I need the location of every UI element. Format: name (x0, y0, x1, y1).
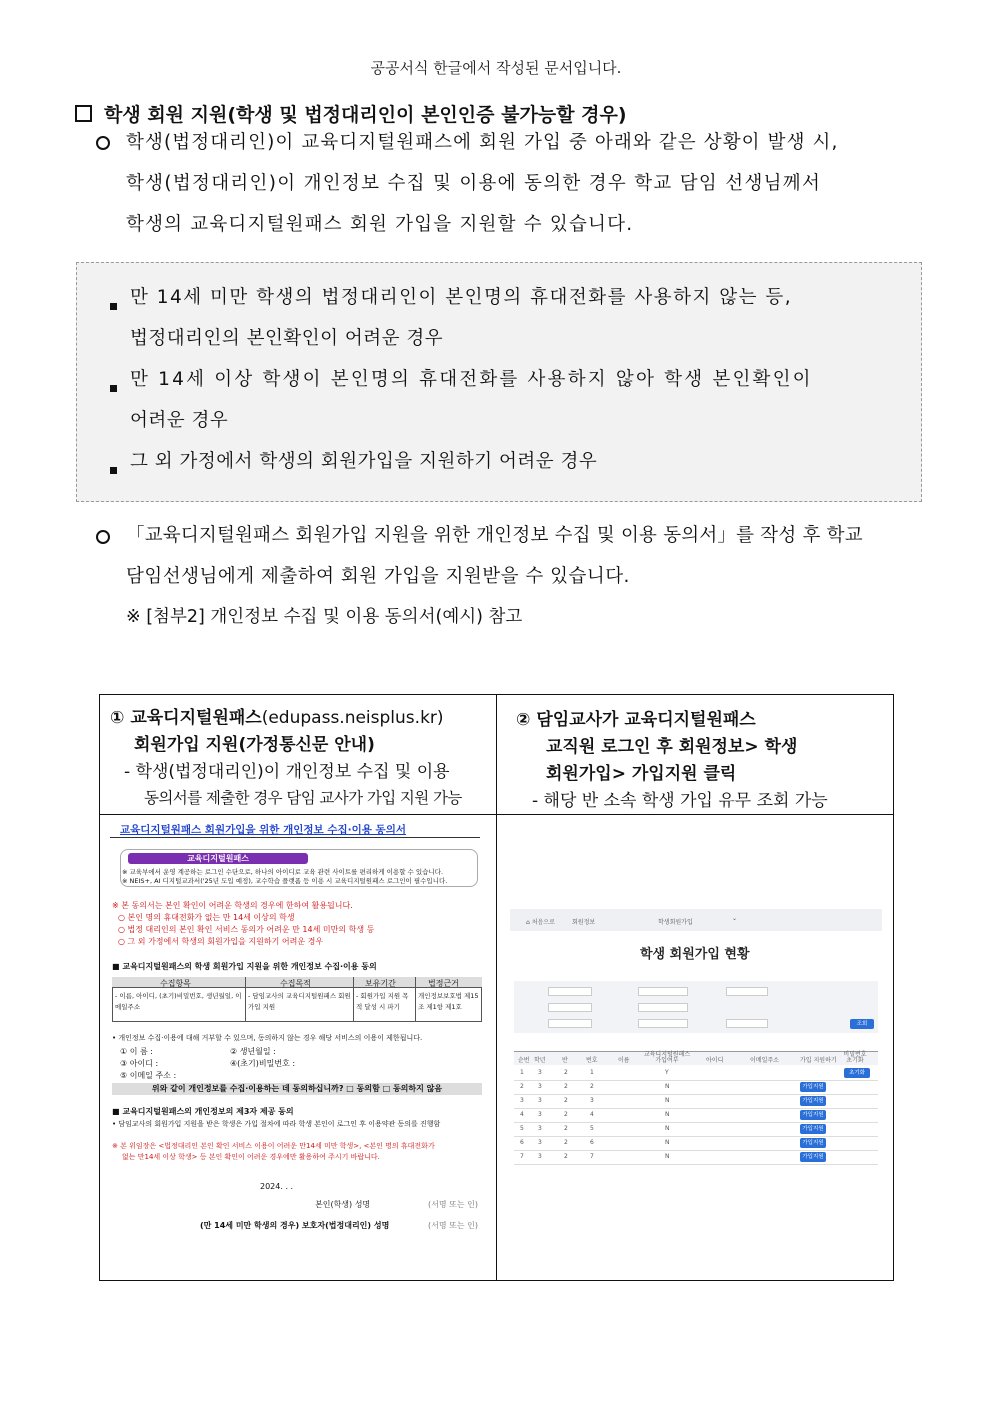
form-th3: 보유기간 (365, 979, 396, 988)
left-header-sub2: 동의서를 제출한 경우 담임 교사가 가입 지원 가능 (144, 789, 462, 807)
col-join-support: 가입 지원하기 (800, 1057, 837, 1064)
row-joined: N (665, 1125, 670, 1132)
form-note2: ※ NEIS+, AI 디지털교과서('25년 도입 예정), 교수학습 플랫폼 등 이용 시 교육디지털원패스 로그인이 필수입니다. (122, 877, 448, 885)
paragraph-2 (126, 515, 926, 638)
form-sign1: 본인(학생) 성명 (315, 1200, 371, 1209)
row-class: 2 (564, 1139, 568, 1146)
form-red5: ※ 본 위임장은 <법정대리인 본인 확인 서비스 이용이 어려운 만14세 미만 학생>, <본인 명의 휴대전화가 (112, 1142, 435, 1150)
paragraph-1 (126, 122, 922, 245)
row-grade: 3 (538, 1069, 542, 1076)
circle-bullet-icon (96, 529, 110, 548)
row-grade: 3 (538, 1097, 542, 1104)
row-no: 2 (520, 1083, 524, 1090)
form-sign2-note: (서명 또는 인) (428, 1221, 478, 1230)
row-number: 1 (590, 1069, 594, 1076)
row-class: 2 (564, 1097, 568, 1104)
row-divider (514, 1094, 878, 1095)
row-class: 2 (564, 1153, 568, 1160)
row-grade: 3 (538, 1125, 542, 1132)
condition-item-2-line1: 만 14세 이상 학생이 본인명의 휴대전화를 사용하지 않아 학생 본인확인이 (130, 369, 813, 390)
join-support-button[interactable]: 가입지원 (800, 1138, 826, 1148)
right-header-title1: 담임교사가 교육디지털원패스 (536, 710, 756, 730)
row-joined: Y (665, 1069, 669, 1076)
form-td2: - 담임교사의 교육디지털원패스 회원가입 지원 (248, 992, 351, 1011)
join-support-button[interactable]: 가입지원 (800, 1096, 826, 1106)
left-header-sub1: - 학생(법정대리인)이 개인정보 수집 및 이용 (124, 762, 450, 782)
right-header (516, 707, 886, 814)
col-grade: 학년 (534, 1057, 546, 1064)
form-field2: ② 생년월일 : (230, 1047, 276, 1056)
form-badge: 교육디지털원패스 (128, 853, 308, 864)
row-number: 3 (590, 1097, 594, 1104)
condition-item-1-line1: 만 14세 미만 학생의 법정대리인이 본인명의 휴대전화를 사용하지 않는 등, (130, 287, 793, 308)
form-th2: 수집목적 (280, 979, 311, 988)
form-title: 교육디지털원패스 회원가입을 위한 개인정보 수집·이용 동의서 (120, 824, 406, 836)
screen-title: 학생 회원가입 현황 (640, 947, 750, 962)
form-section2-text: • 담임교사의 회원가입 지원을 받은 학생은 가입 절차에 따라 학생 본인이 로그인 후 이용약관 동의를 진행함 (112, 1120, 441, 1128)
reset-button[interactable]: 초기화 (844, 1068, 870, 1078)
form-td3: - 회원가입 지원 목적 달성 시 파기 (356, 992, 409, 1011)
join-support-button[interactable]: 가입지원 (800, 1082, 826, 1092)
col-name: 이름 (618, 1057, 630, 1064)
left-header-title2: 회원가입 지원(가정통신문 안내) (134, 735, 375, 755)
form-note1: ※ 교육부에서 운영 계공하는 로그인 수단으로, 하나의 아이디로 교육 관련 사이트를 편리하게 이용할 수 있습니다. (122, 868, 444, 876)
form-red4: ○ 그 외 가정에서 학생의 회원가입을 지원하기 어려운 경우 (118, 937, 324, 946)
condition-item-3 (130, 441, 916, 482)
paragraph-1-line2: 학생(법정대리인)이 개인정보 수집 및 이용에 동의한 경우 학교 담임 선생님께서 (126, 173, 822, 194)
row-joined: N (665, 1139, 670, 1146)
row-divider (514, 1122, 878, 1123)
row-divider (514, 1164, 878, 1165)
col-joined: 교육디지털원패스 가입여부 (643, 1051, 691, 1064)
condition-item-2-line2: 어려운 경우 (130, 410, 229, 431)
col-id: 아이디 (706, 1057, 724, 1064)
form-td4: 개인정보보호법 제15조 제1항 제1호 (418, 992, 479, 1011)
square-bullet-icon (110, 295, 117, 314)
row-no: 1 (520, 1069, 524, 1076)
row-joined: N (665, 1097, 670, 1104)
condition-item-1-line2: 법정대리인의 본인확인이 어려운 경우 (130, 328, 444, 349)
row-class: 2 (564, 1111, 568, 1118)
square-bullet-icon (110, 459, 117, 478)
checkbox-icon (75, 105, 92, 122)
step-number: ② (516, 710, 531, 730)
circle-bullet-icon (96, 135, 110, 154)
square-bullet-icon (110, 377, 117, 396)
form-field5: ⑤ 이메일 주소 : (120, 1071, 177, 1080)
form-sign1-note: (서명 또는 인) (428, 1200, 478, 1209)
condition-item-1 (130, 277, 916, 359)
form-th1: 수집항목 (160, 979, 191, 988)
join-support-button[interactable]: 가입지원 (800, 1124, 826, 1134)
col-number: 번호 (586, 1057, 598, 1064)
left-header (110, 705, 490, 811)
row-grade: 3 (538, 1083, 542, 1090)
col-class: 반 (562, 1057, 568, 1064)
section-title-text: 학생 회원 지원(학생 및 법정대리인이 본인인증 불가능할 경우) (104, 104, 627, 126)
row-class: 2 (564, 1125, 568, 1132)
paragraph-2-line1: 「교육디지털원패스 회원가입 지원을 위한 개인정보 수집 및 이용 동의서」를 작성 후 학교 (126, 525, 863, 546)
form-red3: ○ 법정 대리인의 본인 확인 서비스 동의가 어려운 만 14세 미만의 학생 등 (118, 925, 375, 934)
crumb-home[interactable]: ⌂ 처음으로 (526, 919, 555, 926)
col-reset: 비밀번호 초기화 (843, 1051, 867, 1064)
form-red1: ※ 본 동의서는 본인 확인이 어려운 학생의 경우에 한하여 활용됩니다. (112, 901, 353, 910)
row-no: 4 (520, 1111, 524, 1118)
form-field1: ① 이 름 : (120, 1047, 153, 1056)
right-header-sub1: - 해당 반 소속 학생 가입 유무 조회 가능 (532, 791, 828, 811)
row-joined: N (665, 1111, 670, 1118)
guide-table (99, 694, 894, 1281)
form-th4: 법정근거 (428, 979, 459, 988)
row-joined: N (665, 1083, 670, 1090)
form-field4: ④(초기)비밀번호 : (230, 1059, 296, 1068)
row-no: 6 (520, 1139, 524, 1146)
condition-item-3-line1: 그 외 가정에서 학생의 회원가입을 지원하기 어려운 경우 (130, 451, 598, 472)
row-class: 2 (564, 1083, 568, 1090)
row-no: 5 (520, 1125, 524, 1132)
row-divider (514, 1108, 878, 1109)
join-support-button[interactable]: 가입지원 (800, 1152, 826, 1162)
row-joined: N (665, 1153, 670, 1160)
crumb-member[interactable]: 회원정보 (572, 919, 596, 926)
form-agree: 위와 같이 개인정보를 수집·이용하는 데 동의하십니까? □ 동의함 □ 동의하지 않음 (112, 1083, 482, 1095)
form-field3: ③ 아이디 : (120, 1059, 159, 1068)
row-divider (514, 1136, 878, 1137)
paragraph-2-line2: 담임선생님에게 제출하여 회원 가입을 지원받을 수 있습니다. (126, 566, 630, 587)
row-divider (514, 1080, 878, 1081)
paragraph-2-note: ※ [첨부2] 개인정보 수집 및 이용 동의서(예시) 참고 (126, 607, 523, 627)
row-number: 2 (590, 1083, 594, 1090)
header-note: 공공서식 한글에서 작성된 문서입니다. (370, 59, 622, 77)
form-red6: 없는 만14세 이상 학생> 등 본인 확인이 어려운 경우에만 활용하여 주시기 바랍니다. (122, 1153, 380, 1161)
col-email: 이메일주소 (750, 1057, 779, 1064)
form-td1: - 이름, 아이디, (초기)비밀번호, 생년월일, 이메일주소 (115, 992, 242, 1011)
row-divider (514, 1150, 878, 1151)
form-date: 2024. . . (260, 1182, 294, 1191)
row-number: 5 (590, 1125, 594, 1132)
crumb-student-join[interactable]: 학생회원가입 (658, 919, 693, 926)
left-header-url: (edupass.neisplus.kr) (261, 708, 444, 728)
form-section2: ■ 교육디지털원패스의 개인정보의 제3자 제공 동의 (112, 1107, 294, 1116)
right-header-title3: 회원가입> 가입지원 클릭 (546, 764, 737, 784)
col-no: 순번 (518, 1057, 530, 1064)
join-support-button[interactable]: 가입지원 (800, 1110, 826, 1120)
row-grade: 3 (538, 1153, 542, 1160)
paragraph-1-line1: 학생(법정대리인)이 교육디지털원패스에 회원 가입 중 아래와 같은 상황이 발생 시, (126, 132, 839, 153)
row-no: 3 (520, 1097, 524, 1104)
step-number: ① (110, 708, 125, 728)
chevron-down-icon[interactable]: ⌄ (732, 915, 738, 922)
search-button[interactable]: 조회 (850, 1019, 874, 1029)
row-grade: 3 (538, 1111, 542, 1118)
row-number: 7 (590, 1153, 594, 1160)
form-refuse: • 개인정보 수집·이용에 대해 거부할 수 있으며, 동의하지 않는 경우 해당 서비스의 이용이 제한됩니다. (112, 1034, 423, 1042)
form-red2: ○ 본인 명의 휴대전화가 없는 만 14세 이상의 학생 (118, 913, 295, 922)
condition-item-2 (130, 359, 916, 441)
form-sign2: (만 14세 미만 학생의 경우) 보호자(법정대리인) 성명 (200, 1221, 390, 1230)
row-number: 6 (590, 1139, 594, 1146)
left-header-title1: 교육디지털원패스 (130, 708, 262, 728)
consent-form-preview (110, 823, 484, 1273)
row-grade: 3 (538, 1139, 542, 1146)
paragraph-1-line3: 학생의 교육디지털원패스 회원 가입을 지원할 수 있습니다. (126, 214, 634, 235)
form-section1: ■ 교육디지털원패스의 학생 회원가입 지원을 위한 개인정보 수집·이용 동의 (112, 962, 377, 971)
row-no: 7 (520, 1153, 524, 1160)
right-header-title2: 교직원 로그인 후 회원정보> 학생 (546, 737, 798, 757)
join-status-screen (510, 909, 882, 1169)
row-number: 4 (590, 1111, 594, 1118)
row-class: 2 (564, 1069, 568, 1076)
